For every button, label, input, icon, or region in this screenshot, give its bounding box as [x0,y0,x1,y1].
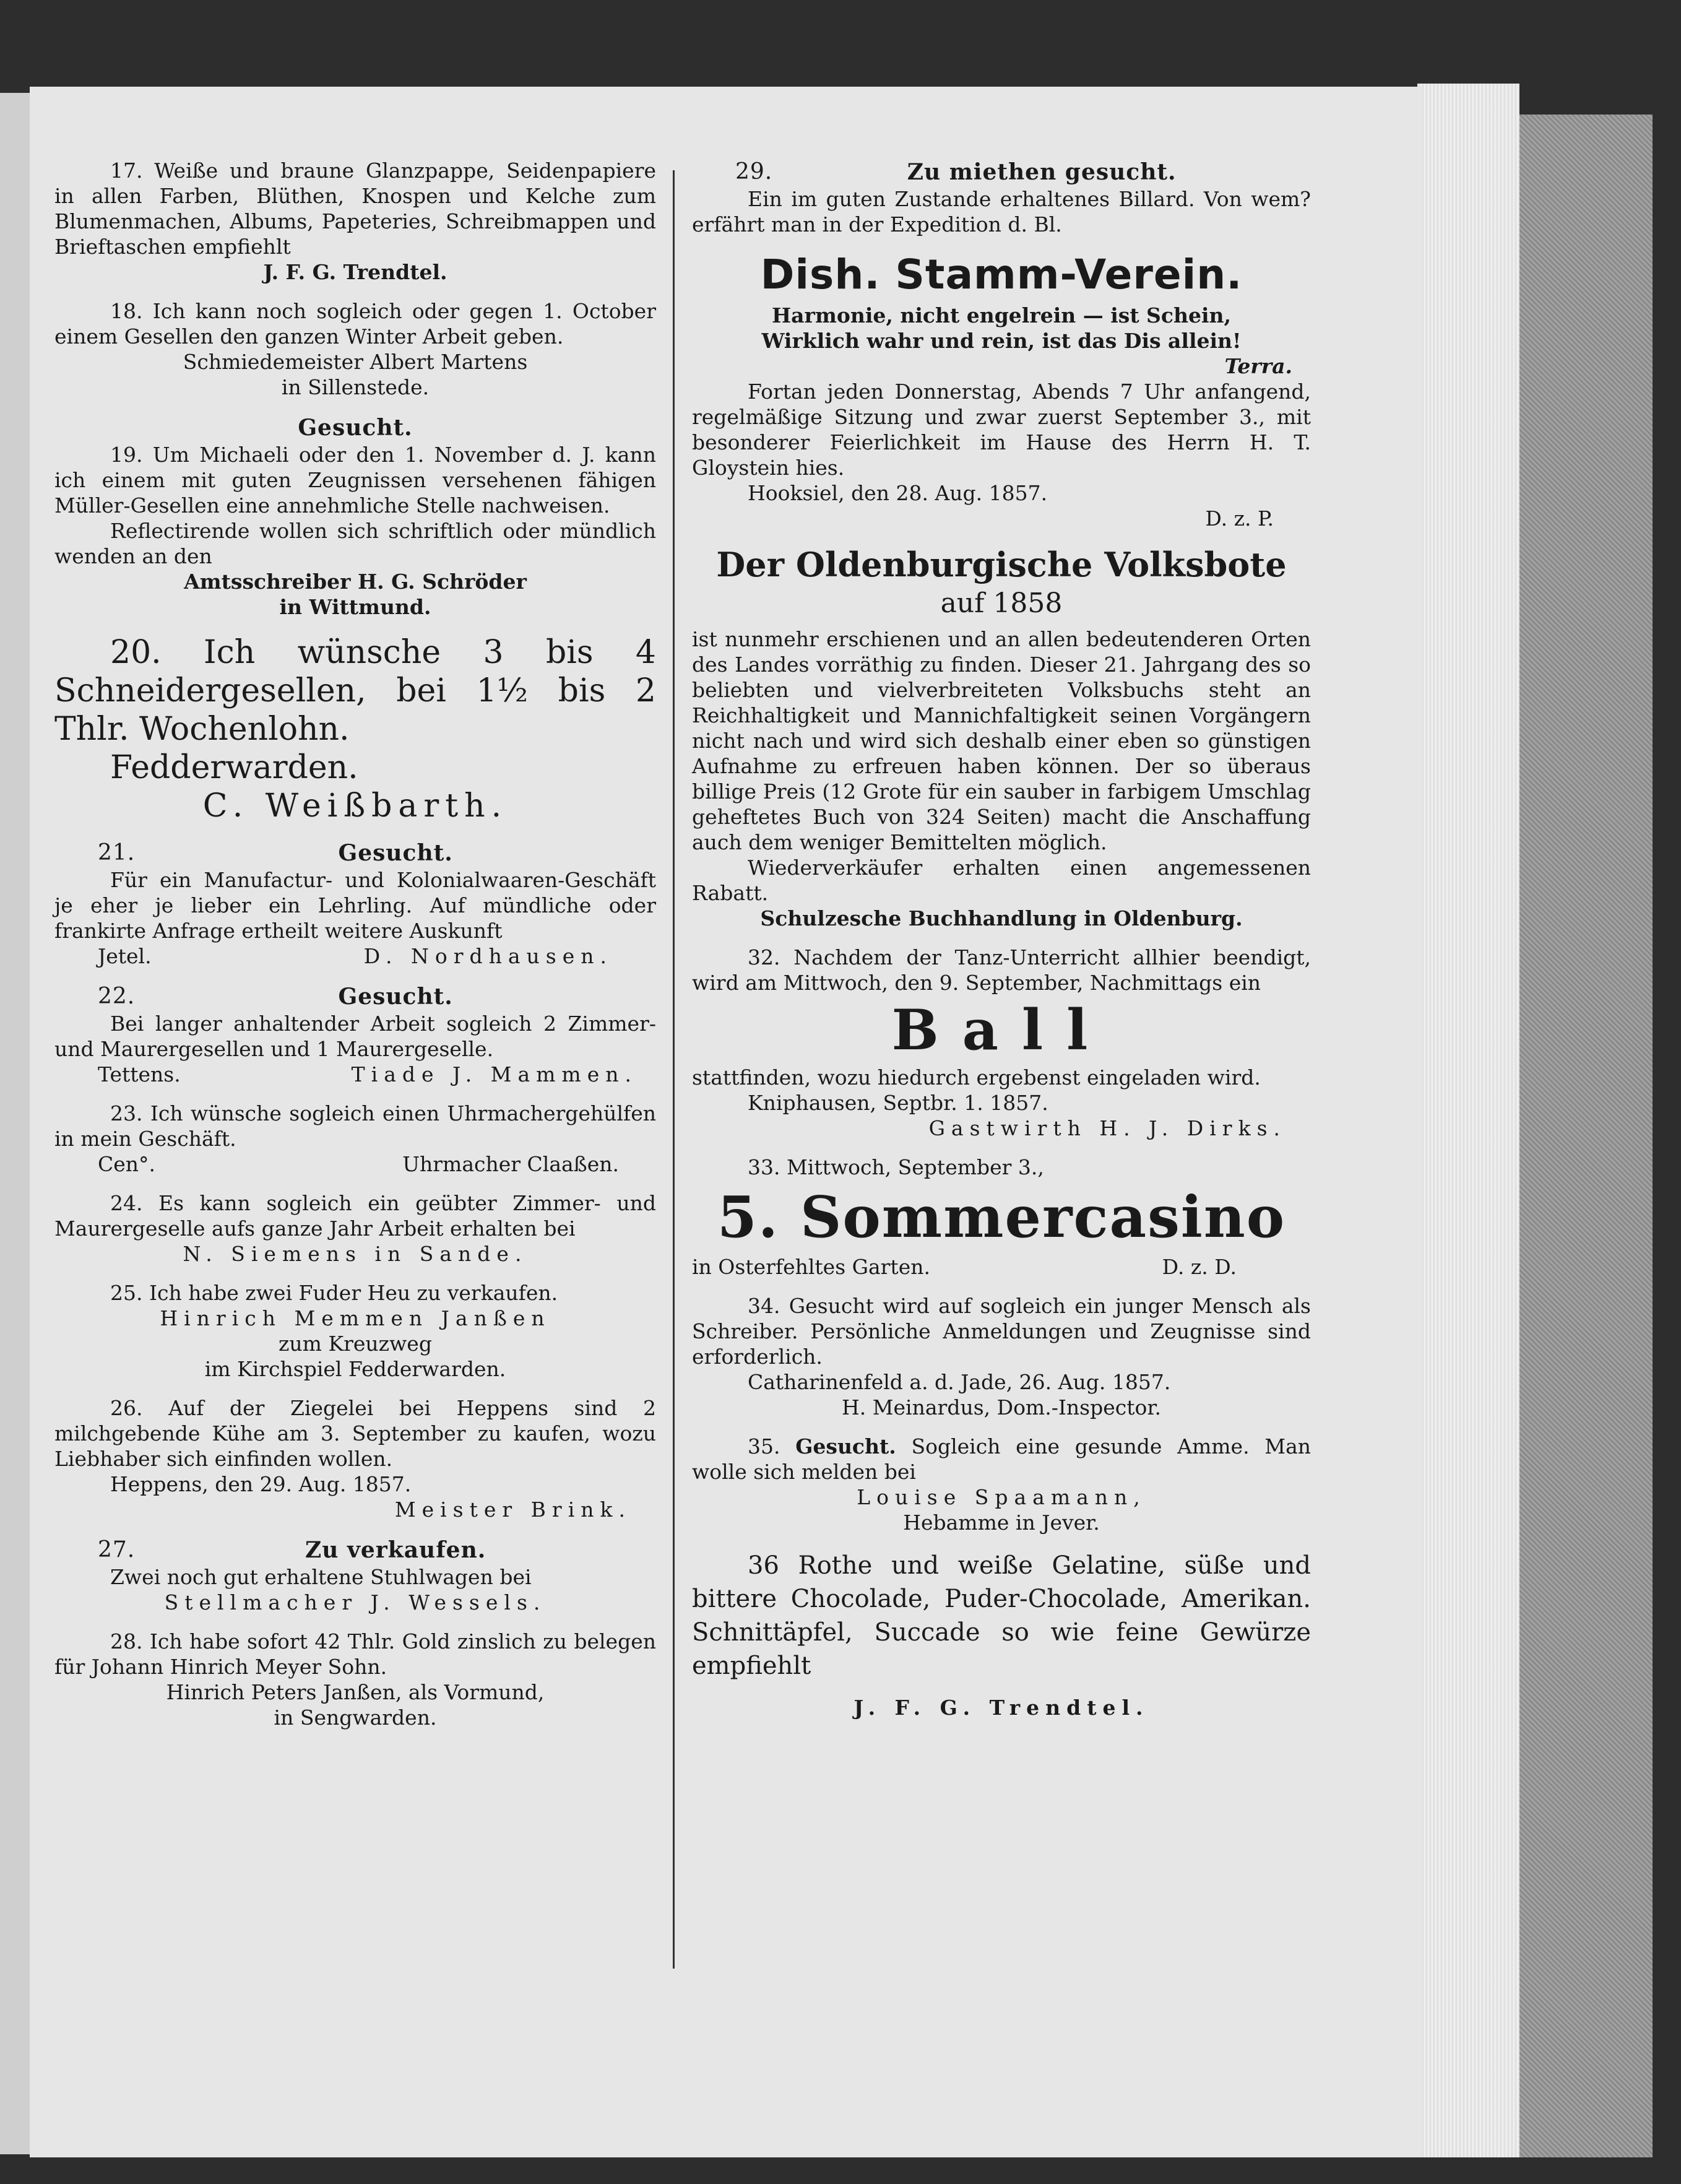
ad-number: 21. [98,840,136,865]
ad-32 [692,945,1311,1141]
ad-display-title: Dish. Stamm-Verein. [760,251,1243,298]
ad-number: 35. [748,1434,780,1458]
ad-place: Tettens. [98,1062,181,1086]
ad-place: im Kirchspiel Fedderwarden. [204,1357,506,1381]
ad-heading [54,982,656,1011]
ad-signature: Meister Brink. [394,1497,631,1522]
ad-place: in Sengwarden. [274,1705,437,1730]
ad-signature: D. z. P. [1205,506,1274,531]
ad-18 [54,298,656,400]
ad-23 [54,1101,656,1177]
ad-text: 36 Rothe und weiße Gelatine, süße und bittere Chocolade, Puder-Chocolade, Amerikan. Schnittäpfel, Succade so wie feine Gewürze empfiehlt [692,1551,1311,1680]
ad-number: 27. [98,1537,136,1562]
ad-heading [692,158,1311,186]
ad-signature: Schulzesche Buchhandlung in Oldenburg. [760,906,1243,930]
ad-place: zum Kreuzweg [279,1332,432,1356]
ad-26 [54,1395,656,1522]
ad-text: Für ein Manufactur- und Kolonialwaaren-Geschäft je eher je lieber ein Lehrling. Auf mündliche oder frankirte Anfrage ertheilt weitere Auskunft [54,868,656,943]
ad-text: 18. Ich kann noch sogleich oder gegen 1. October einem Gesellen den ganzen Winter Arbeit geben. [54,299,656,349]
ad-text: 23. Ich wünsche sogleich einen Uhrmachergehülfen in mein Geschäft. [54,1101,656,1151]
ad-signature: N. Siemens in Sande. [183,1242,528,1266]
ad-motto-signature: Terra. [1224,354,1292,378]
ad-27 [54,1536,656,1615]
ad-heading [54,1536,656,1564]
ad-signature: C. Weißbarth. [202,787,508,825]
book-cover [1519,115,1653,2157]
ad-21 [54,839,656,969]
ad-17 [54,158,656,285]
ad-signature: Stellmacher J. Wessels. [164,1590,547,1614]
ad-signature: Hinrich Memmen Janßen [160,1306,551,1330]
ad-text: Ein im guten Zustande erhaltenes Billard. Von wem? erfährt man in der Expedition d. Bl. [692,187,1311,236]
ad-signature: Uhrmacher Claaßen. [402,1152,619,1176]
ad-28 [54,1629,656,1730]
ad-place: in Sillenstede. [281,375,430,399]
ad-text [692,1434,1311,1484]
ad-footer [54,1151,656,1177]
ad-text: 26. Auf der Ziegelei bei Heppens sind 2 milchgebende Kühe am 3. September zu kaufen, wozu Liebhaber sich einfinden wollen. [54,1396,656,1471]
ad-motto-line: Harmonie, nicht engelrein — ist Schein, [772,303,1231,327]
ad-date: Heppens, den 29. Aug. 1857. [110,1472,412,1496]
ad-date: Kniphausen, Septbr. 1. 1857. [748,1091,1048,1115]
ad-heading-text: Gesucht. [338,840,453,866]
ad-place: Hebamme in Jever. [903,1510,1100,1535]
ad-signature: J. F. G. Trendtel. [853,1696,1149,1720]
ad-33 [692,1155,1311,1280]
ad-text: 28. Ich habe sofort 42 Thlr. Gold zinslich zu belegen für Johann Hinrich Meyer Sohn. [54,1629,656,1679]
ad-signature: Amtsschreiber H. G. Schröder [184,570,527,594]
ad-number: 29. [735,159,773,184]
ad-text: 33. Mittwoch, September 3., [748,1155,1044,1179]
ad-signature: Schmiedemeister Albert Martens [183,350,528,374]
ad-text: Wiederverkäufer erhalten einen angemessenen Rabatt. [692,856,1311,905]
ad-heading: Gesucht. [795,1434,896,1458]
ad-text: 19. Um Michaeli oder den 1. November d. J. kann ich einem mit guten Zeugnissen versehenen fähigen Müller-Gesellen eine annehmliche Stelle nachweisen. [54,443,656,518]
ad-signature: J. F. G. Trendtel. [263,260,447,284]
ad-signature: D. Nordhausen. [363,944,613,968]
ad-text: Fortan jeden Donnerstag, Abends 7 Uhr anfangend, regelmäßige Sitzung und zwar zuerst September 3., mit besonderer Feierlichkeit im Hause des Herrn H. T. Gloystein hies. [692,379,1311,480]
ad-text: 32. Nachdem der Tanz-Unterricht allhier beendigt, wird am Mittwoch, den 9. September, Nachmittags ein [692,945,1311,995]
ad-text: 25. Ich habe zwei Fuder Heu zu verkaufen. [110,1281,558,1305]
left-column [54,158,656,1744]
ad-text: stattfinden, wozu hiedurch ergebenst eingeladen wird. [692,1065,1261,1090]
ad-signature: Hinrich Peters Janßen, als Vormund, [166,1680,545,1704]
ad-29 [692,158,1311,237]
ad-footer [54,1062,656,1087]
ad-heading: Gesucht. [298,415,413,441]
ad-heading-text: Zu verkaufen. [305,1537,486,1563]
ad-place: Jetel. [98,944,152,968]
ad-signature: Louise Spaamann, [857,1485,1146,1509]
ad-footer [54,943,656,969]
ad-signature: Tiade J. Mammen. [351,1062,637,1086]
ad-place: Fedderwarden. [110,749,358,786]
ad-signature: Gastwirth H. J. Dirks. [928,1116,1286,1140]
ad-display-title: Der Oldenburgische Volksbote [716,545,1287,584]
ad-text: 24. Es kann sogleich ein geübter Zimmer- und Maurergeselle aufs ganze Jahr Arbeit erhalten bei [54,1191,656,1241]
ad-25 [54,1280,656,1382]
ad-22 [54,982,656,1087]
ad-text: Zwei noch gut erhaltene Stuhlwagen bei [110,1565,532,1589]
ad-heading-text: Zu miethen gesucht. [907,159,1177,185]
ad-text: 20. Ich wünsche 3 bis 4 Schneidergesellen, bei 1½ bis 2 Thlr. Wochenlohn. [54,634,656,748]
ad-text: ist nunmehr erschienen und an allen bedeutenderen Orten des Landes vorräthig zu finden. Dieser 21. Jahrgang des so beliebten und vielverbreiteten Volksbuchs steht an Reichhaltigkeit und Mannichfaltigkeit seinen Vorgängern nicht nach und wird sich deshalb einer eben so günstigen Aufnahme zu erfreuen haben können. Der so überaus billige Preis (12 Grote für ein sauber in farbigem Umschlag geheftetes Buch von 324 Seiten) macht die Anschaffung auch dem weniger Bemittelten möglich. [692,627,1311,854]
ad-19 [54,414,656,620]
ad-text: Bei langer anhaltender Arbeit sogleich 2 Zimmer- und Maurergesellen und 1 Maurergeselle. [54,1012,656,1061]
ad-36 [692,1549,1311,1720]
ad-date: Hooksiel, den 28. Aug. 1857. [748,481,1048,505]
ad-body: Sogleich eine gesunde Amme. Man wolle sich melden bei [692,1434,1311,1484]
ad-date: Catharinenfeld a. d. Jade, 26. Aug. 1857. [748,1370,1171,1394]
column-divider [673,170,675,1969]
ad-text: 17. Weiße und braune Glanzpappe, Seidenpapiere in allen Farben, Blüthen, Knospen und Kelche zum Blumenmachen, Albums, Papeteries, Schreibmappen und Brieftaschen empfiehlt [54,158,656,259]
ad-number: 22. [98,984,136,1009]
ad-signature: H. Meinardus, Dom.-Inspector. [841,1395,1161,1419]
ad-display-title: 5. Sommercasino [717,1184,1286,1250]
ad-20 [54,633,656,825]
ad-volksbote [692,545,1311,931]
ad-heading [54,839,656,867]
ad-motto-line: Wirklich wahr und rein, ist das Dis allein! [761,329,1242,353]
ad-34 [692,1293,1311,1420]
ad-place: in Wittmund. [279,595,431,619]
ad-place: in Osterfehltes Garten. [692,1255,930,1279]
ad-footer [692,1254,1311,1280]
previous-page-edge [0,93,30,2154]
ad-24 [54,1190,656,1267]
ad-heading-text: Gesucht. [338,984,453,1010]
ad-display-title: Ball [891,997,1112,1063]
ad-text: Reflectirende wollen sich schriftlich oder mündlich wenden an den [54,519,656,568]
ad-display-year: auf 1858 [940,587,1063,619]
ad-text: 34. Gesucht wird auf sogleich ein junger Mensch als Schreiber. Persönliche Anmeldungen und Zeugnisse sind erforderlich. [692,1294,1311,1369]
ad-signature: D. z. D. [1162,1255,1237,1279]
page-stack-edge [1417,84,1519,2157]
ad-stamm-verein [692,251,1311,531]
right-column [692,158,1311,1734]
ad-35 [692,1434,1311,1535]
ad-place: Cen°. [98,1152,156,1176]
